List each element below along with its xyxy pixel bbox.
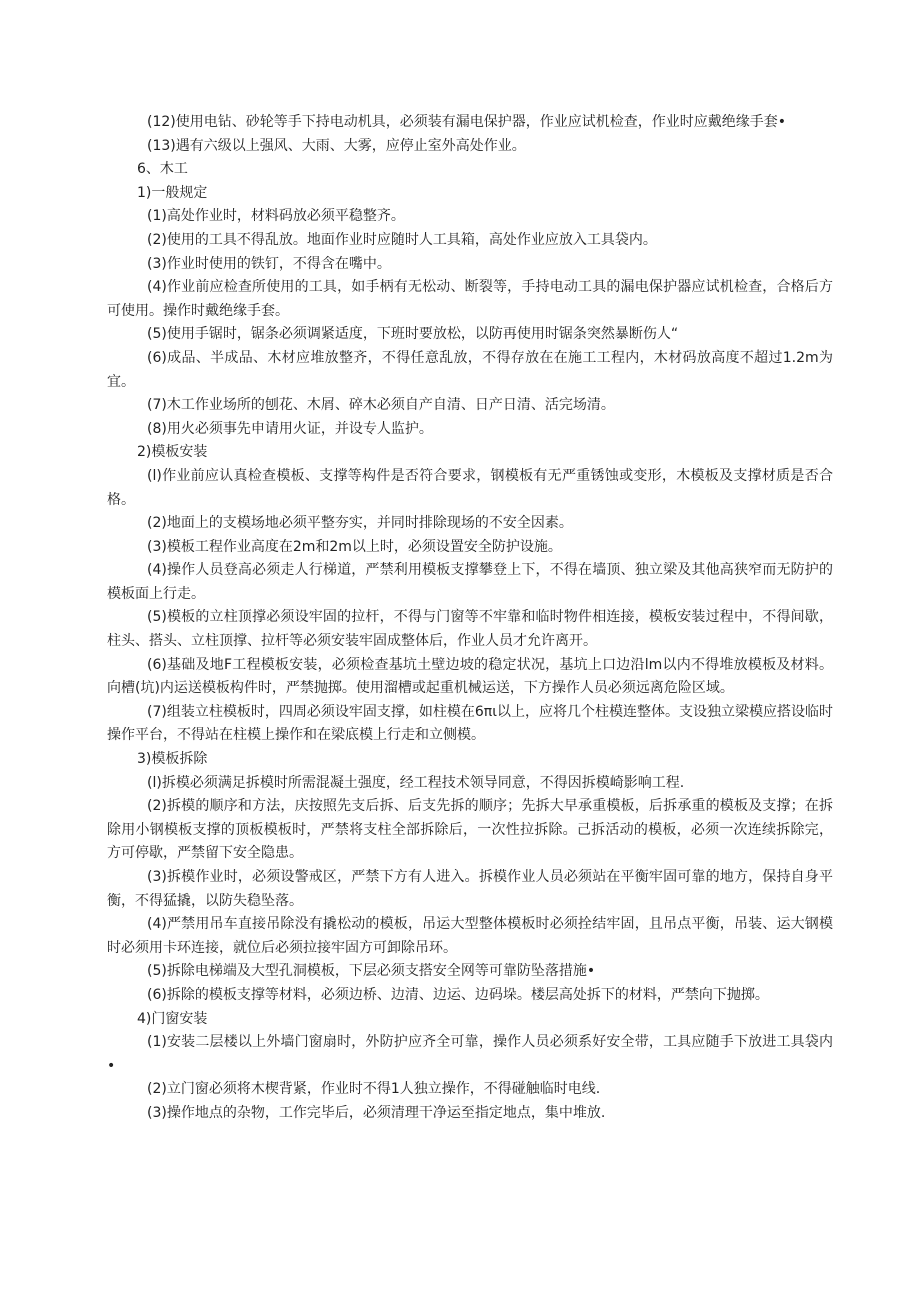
clause-12: (12)使用电钻、砂轮等手下持电动机具，必须装有漏电保护器，作业应试机检查，作业时应戴绝缘手套• (147, 114, 786, 130)
rule-item: (8)用火必须事先申请用火证，并设专人监护。 (147, 420, 433, 437)
rule-item: (l)作业前应认真检查模板、支撑等构件是否符合要求，钢模板有无严重锈蚀或变形，木模板及支撑材质是否合格。 (107, 467, 833, 508)
rule-item: (5)拆除电梯端及大型孔洞模板，下层必须支搭安全网等可靠防坠落措施• (147, 963, 596, 980)
rule-item: (5)使用手锯时，锯条必须调紧适度，下班时要放松，以防再使用时锯条突然暴断伤人“ (147, 326, 679, 343)
document-body (107, 111, 833, 1126)
rule-item: (l)拆模必须满足拆模时所需混凝土强度，经工程技术领导同意，不得因拆模崎影响工程. (147, 774, 685, 791)
rule-item: (4)作业前应检查所使用的工具，如手柄有无松动、断裂等，手持电动工具的漏电保护器应试机检查，合格后方可使用。操作时戴绝缘手套。 (107, 279, 833, 319)
rule-item: (7)木工作业场所的刨花、木屑、碎木必须自产自清、日产日清、活完场清。 (147, 397, 615, 414)
subsection-general-rules: 1)一般规定 (137, 184, 208, 201)
rule-item: (2)地面上的支模场地必须平整夯实，并同时排除现场的不安全因素。 (147, 515, 573, 532)
rule-item: (6)基础及地F工程模板安装，必须检查基坑土壁边坡的稳定状况，基坑上口边沿lm以内不得堆放模板及材料。向槽(坑)内运送模板构件时，严禁抛掷。使用溜槽或起重机械运送，下方操作人员必须远离危险区域。 (107, 656, 833, 697)
subsection-door-window-installation: 4)门窗安装 (137, 1010, 208, 1027)
rule-item: (2)立门窗必须将木楔背紧，作业时不得1人独立操作，不得碰触临时电线. (147, 1081, 601, 1098)
rule-item: (6)成品、半成品、木材应堆放整齐，不得任意乱放，不得存放在在施工工程内，木材码放高度不超过1.2m为宜。 (107, 349, 833, 390)
rule-item: (2)拆模的顺序和方法，庆按照先支后拆、后支先拆的顺序；先拆大早承重模板，后拆承重的模板及支撑；在拆除用小钢模板支撑的顶板模板时，严禁将支柱全部拆除后，一次性拉拆除。己拆活动的模板，必须一次连续拆除完，方可停歇，严禁留下安全隐患。 (107, 798, 833, 862)
subsection-formwork-removal: 3)模板拆除 (137, 751, 208, 768)
rule-item: (7)组装立柱模板时，四周必须设牢固支撑，如柱模在6πι以上，应将几个柱模连整体。支设独立梁模应搭设临时操作平台，不得站在柱模上操作和在梁底模上行走和立侧模。 (107, 703, 833, 744)
subsection-formwork-installation: 2)模板安装 (137, 444, 208, 461)
rule-item: (6)拆除的模板支撑等材料，必须边桥、边清、边运、边码垛。楼层高处拆下的材料，严禁向下抛掷。 (147, 986, 769, 1003)
section-heading-carpentry: 6、木工 (137, 161, 188, 178)
rule-item: (1)高处作业时，材料码放必须平稳整齐。 (147, 208, 405, 225)
rule-item: (4)操作人员登高必须走人行梯道，严禁利用模板支撑攀登上下，不得在墙顶、独立梁及其他高狭窄而无防护的模板面上行走。 (107, 562, 833, 602)
rule-item: (4)严禁用吊车直接吊除没有撬松动的模板，吊运大型整体模板时必须拴结牢固，且吊点平衡，吊装、运大钢模时必须用卡环连接，就位后必须拉接牢固方可卸除吊环。 (107, 916, 833, 956)
rule-item: (3)拆模作业时，必须设警戒区，严禁下方有人进入。拆模作业人员必须站在平衡牢固可靠的地方，保持自身平衡，不得猛撬，以防失稳坠落。 (107, 869, 833, 909)
rule-item: (3)模板工程作业高度在2m和2m以上时，必须设置安全防护设施。 (147, 538, 562, 555)
rule-item: (3)操作地点的杂物，工作完毕后，必须清理干净运至指定地点，集中堆放. (147, 1104, 606, 1121)
rule-item: (3)作业时使用的铁钉，不得含在嘴中。 (147, 255, 391, 272)
clause-13: (13)遇有六级以上强风、大雨、大雾，应停止室外高处作业。 (147, 137, 526, 154)
rule-item: (2)使用的工具不得乱放。地面作业时应随时人工具箱，高处作业应放入工具袋内。 (147, 231, 657, 248)
rule-item: (1)安装二层楼以上外墙门窗扇时，外防护应齐全可靠，操作人员必须系好安全带，工具应随手下放进工具袋内• (107, 1034, 833, 1074)
rule-item: (5)模板的立柱顶撑必须设牢固的拉杆，不得与门窗等不牢靠和临时物件相连接，模板安装过程中，不得间歇，柱头、搭头、立柱顶撑、拉杆等必须安装牢固成整体后，作业人员才允许离开。 (107, 609, 833, 650)
